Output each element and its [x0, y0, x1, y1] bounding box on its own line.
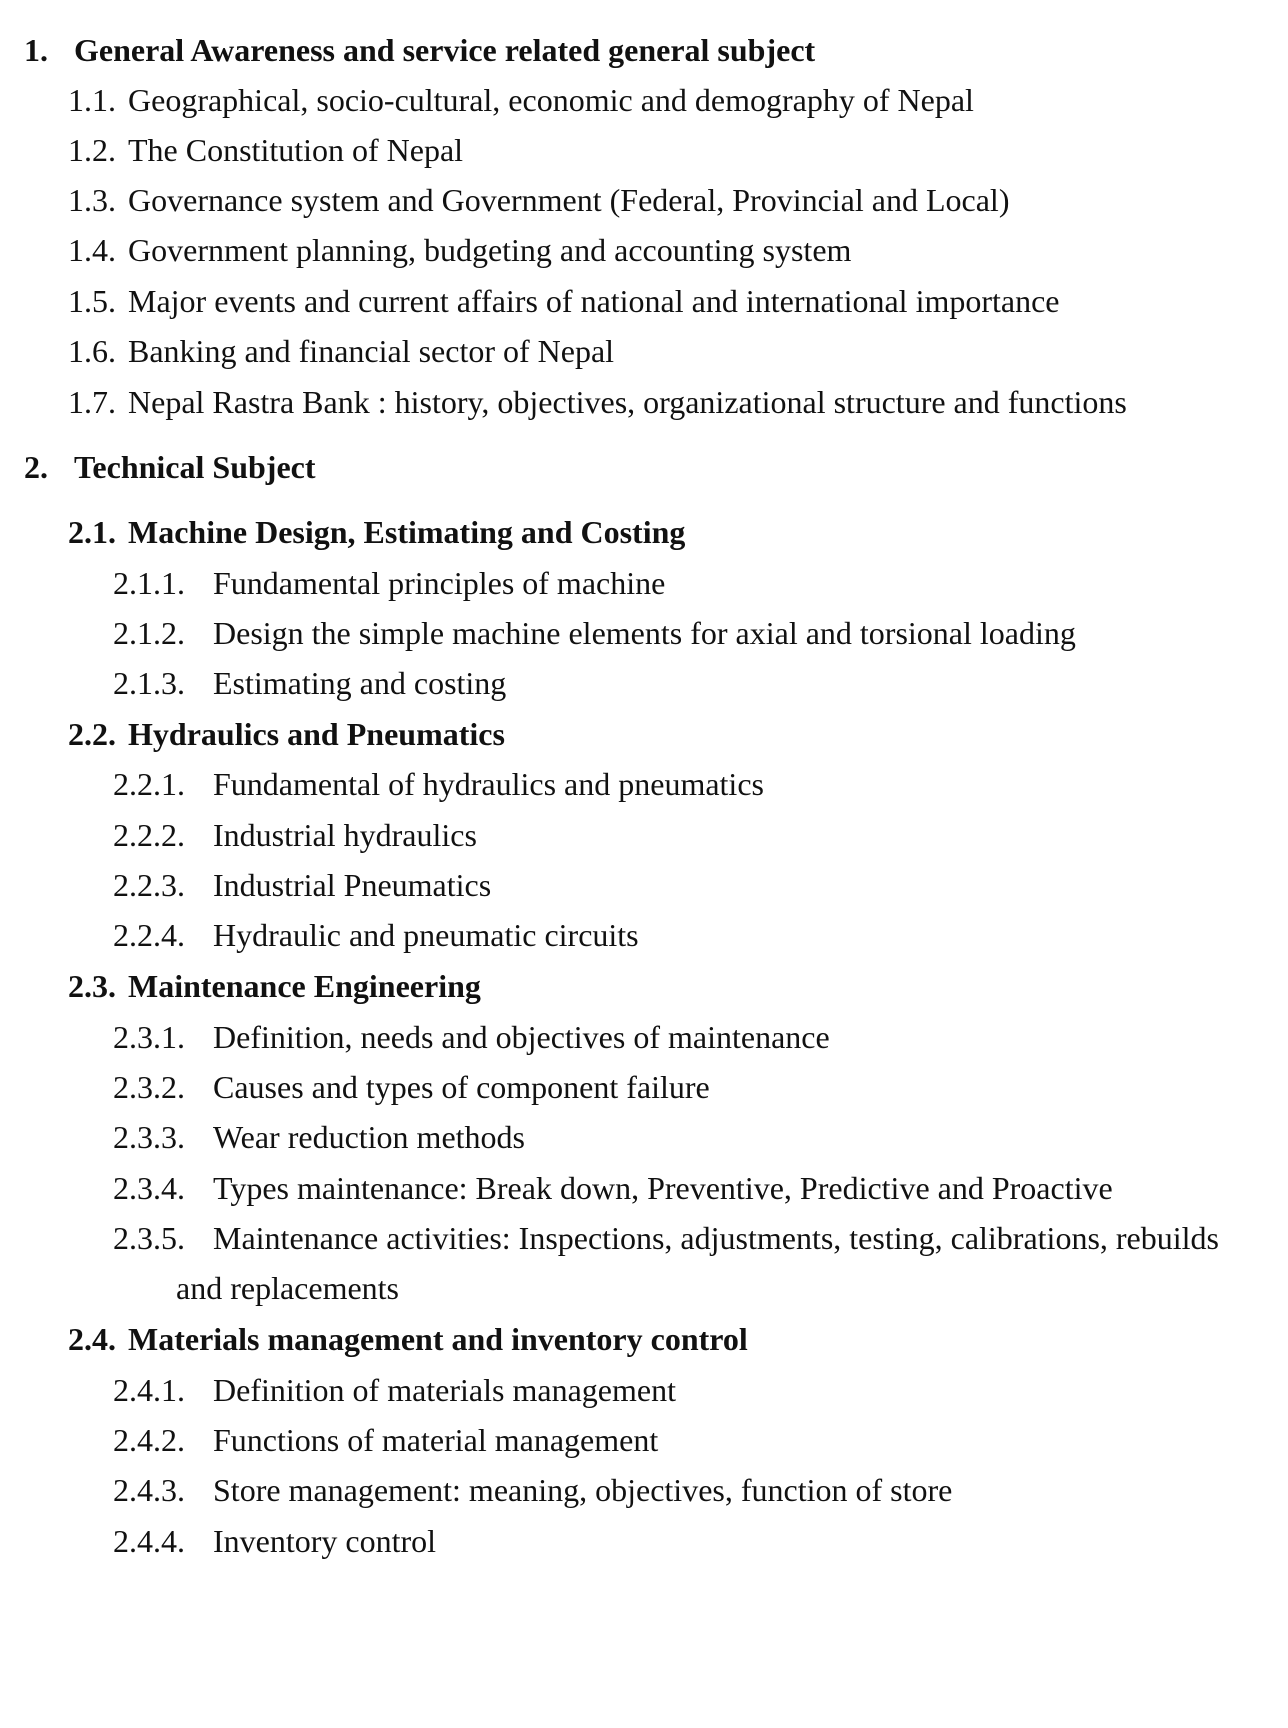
item-text: Banking and financial sector of Nepal: [128, 333, 615, 369]
list-item: [113, 1017, 830, 1057]
list-item: [113, 764, 764, 804]
item-number: 1.3.: [68, 182, 116, 218]
section-number: 2.: [24, 449, 48, 485]
item-number: 2.2.4.: [113, 917, 185, 953]
list-item: [68, 331, 614, 371]
item-number: 1.1.: [68, 82, 116, 118]
item-text: Governance system and Government (Federal, Provincial and Local): [128, 182, 1010, 218]
list-item: [113, 1067, 710, 1107]
item-text: Nepal Rastra Bank : history, objectives, organizational structure and functions: [128, 384, 1127, 420]
item-number: 2.2.1.: [113, 766, 185, 802]
subsection-title: Maintenance Engineering: [128, 968, 481, 1004]
item-text: The Constitution of Nepal: [128, 132, 464, 168]
item-number: 1.4.: [68, 232, 116, 268]
item-number: 2.4.2.: [113, 1422, 185, 1458]
item-number: 2.3.3.: [113, 1119, 185, 1155]
item-number: 2.3.1.: [113, 1019, 185, 1055]
item-text: Fundamental of hydraulics and pneumatics: [213, 766, 764, 802]
list-item: [68, 281, 1060, 321]
item-number: 2.3.4.: [113, 1170, 185, 1206]
list-item: [113, 815, 477, 855]
list-item: [68, 80, 974, 120]
item-text: Industrial hydraulics: [213, 817, 477, 853]
list-item: [113, 663, 506, 703]
item-text: Store management: meaning, objectives, function of store: [213, 1472, 953, 1508]
list-item: [113, 915, 639, 955]
item-text: and replacements: [176, 1270, 399, 1306]
section-title: General Awareness and service related general subject: [74, 32, 816, 68]
item-text: Definition, needs and objectives of maintenance: [213, 1019, 830, 1055]
subsection-heading: [68, 1319, 748, 1359]
list-item: [113, 1117, 525, 1157]
item-text: Maintenance activities: Inspections, adjustments, testing, calibrations, rebuilds: [213, 1220, 1219, 1256]
list-item: [68, 180, 1009, 220]
item-number: 2.2.2.: [113, 817, 185, 853]
item-number: 1.7.: [68, 384, 116, 420]
item-text: Hydraulic and pneumatic circuits: [213, 917, 639, 953]
list-item: [113, 1470, 952, 1510]
section-heading: [24, 30, 815, 70]
subsection-heading: [68, 714, 505, 754]
item-number: 1.6.: [68, 333, 116, 369]
item-text: Estimating and costing: [213, 665, 507, 701]
item-text: Definition of materials management: [213, 1372, 676, 1408]
list-item: [68, 382, 1127, 422]
subsection-title: Machine Design, Estimating and Costing: [128, 514, 686, 550]
item-number: 2.4.1.: [113, 1372, 185, 1408]
item-number: 1.5.: [68, 283, 116, 319]
item-text: Government planning, budgeting and accounting system: [128, 232, 852, 268]
section-heading: [24, 447, 316, 487]
list-item: [113, 563, 665, 603]
item-text: Industrial Pneumatics: [213, 867, 492, 903]
subsection-title: Materials management and inventory control: [128, 1321, 748, 1357]
item-number: 2.3.5.: [113, 1220, 185, 1256]
subsection-heading: [68, 966, 481, 1006]
subsection-number: 2.4.: [68, 1321, 116, 1357]
subsection-number: 2.2.: [68, 716, 116, 752]
item-text: Inventory control: [213, 1523, 437, 1559]
list-item: [113, 613, 1076, 653]
item-text: Wear reduction methods: [213, 1119, 525, 1155]
item-text: Design the simple machine elements for axial and torsional loading: [213, 615, 1076, 651]
subsection-heading: [68, 512, 685, 552]
list-item-continuation: [176, 1268, 399, 1308]
item-number: 2.1.2.: [113, 615, 185, 651]
item-number: 2.4.3.: [113, 1472, 185, 1508]
list-item: [113, 1218, 1219, 1258]
item-text: Geographical, socio-cultural, economic and demography of Nepal: [128, 82, 974, 118]
item-number: 2.3.2.: [113, 1069, 185, 1105]
item-number: 2.1.3.: [113, 665, 185, 701]
subsection-number: 2.1.: [68, 514, 116, 550]
list-item: [113, 865, 491, 905]
list-item: [113, 1370, 676, 1410]
item-text: Major events and current affairs of national and international importance: [128, 283, 1060, 319]
list-item: [113, 1420, 658, 1460]
item-text: Types maintenance: Break down, Preventive, Predictive and Proactive: [213, 1170, 1113, 1206]
list-item: [113, 1521, 436, 1561]
item-text: Functions of material management: [213, 1422, 659, 1458]
section-number: 1.: [24, 32, 48, 68]
list-item: [113, 1168, 1113, 1208]
item-number: 2.1.1.: [113, 565, 185, 601]
list-item: [68, 130, 463, 170]
section-title: Technical Subject: [74, 449, 316, 485]
item-number: 2.2.3.: [113, 867, 185, 903]
subsection-title: Hydraulics and Pneumatics: [128, 716, 505, 752]
item-text: Fundamental principles of machine: [213, 565, 666, 601]
subsection-number: 2.3.: [68, 968, 116, 1004]
item-number: 1.2.: [68, 132, 116, 168]
item-number: 2.4.4.: [113, 1523, 185, 1559]
list-item: [68, 230, 851, 270]
item-text: Causes and types of component failure: [213, 1069, 710, 1105]
